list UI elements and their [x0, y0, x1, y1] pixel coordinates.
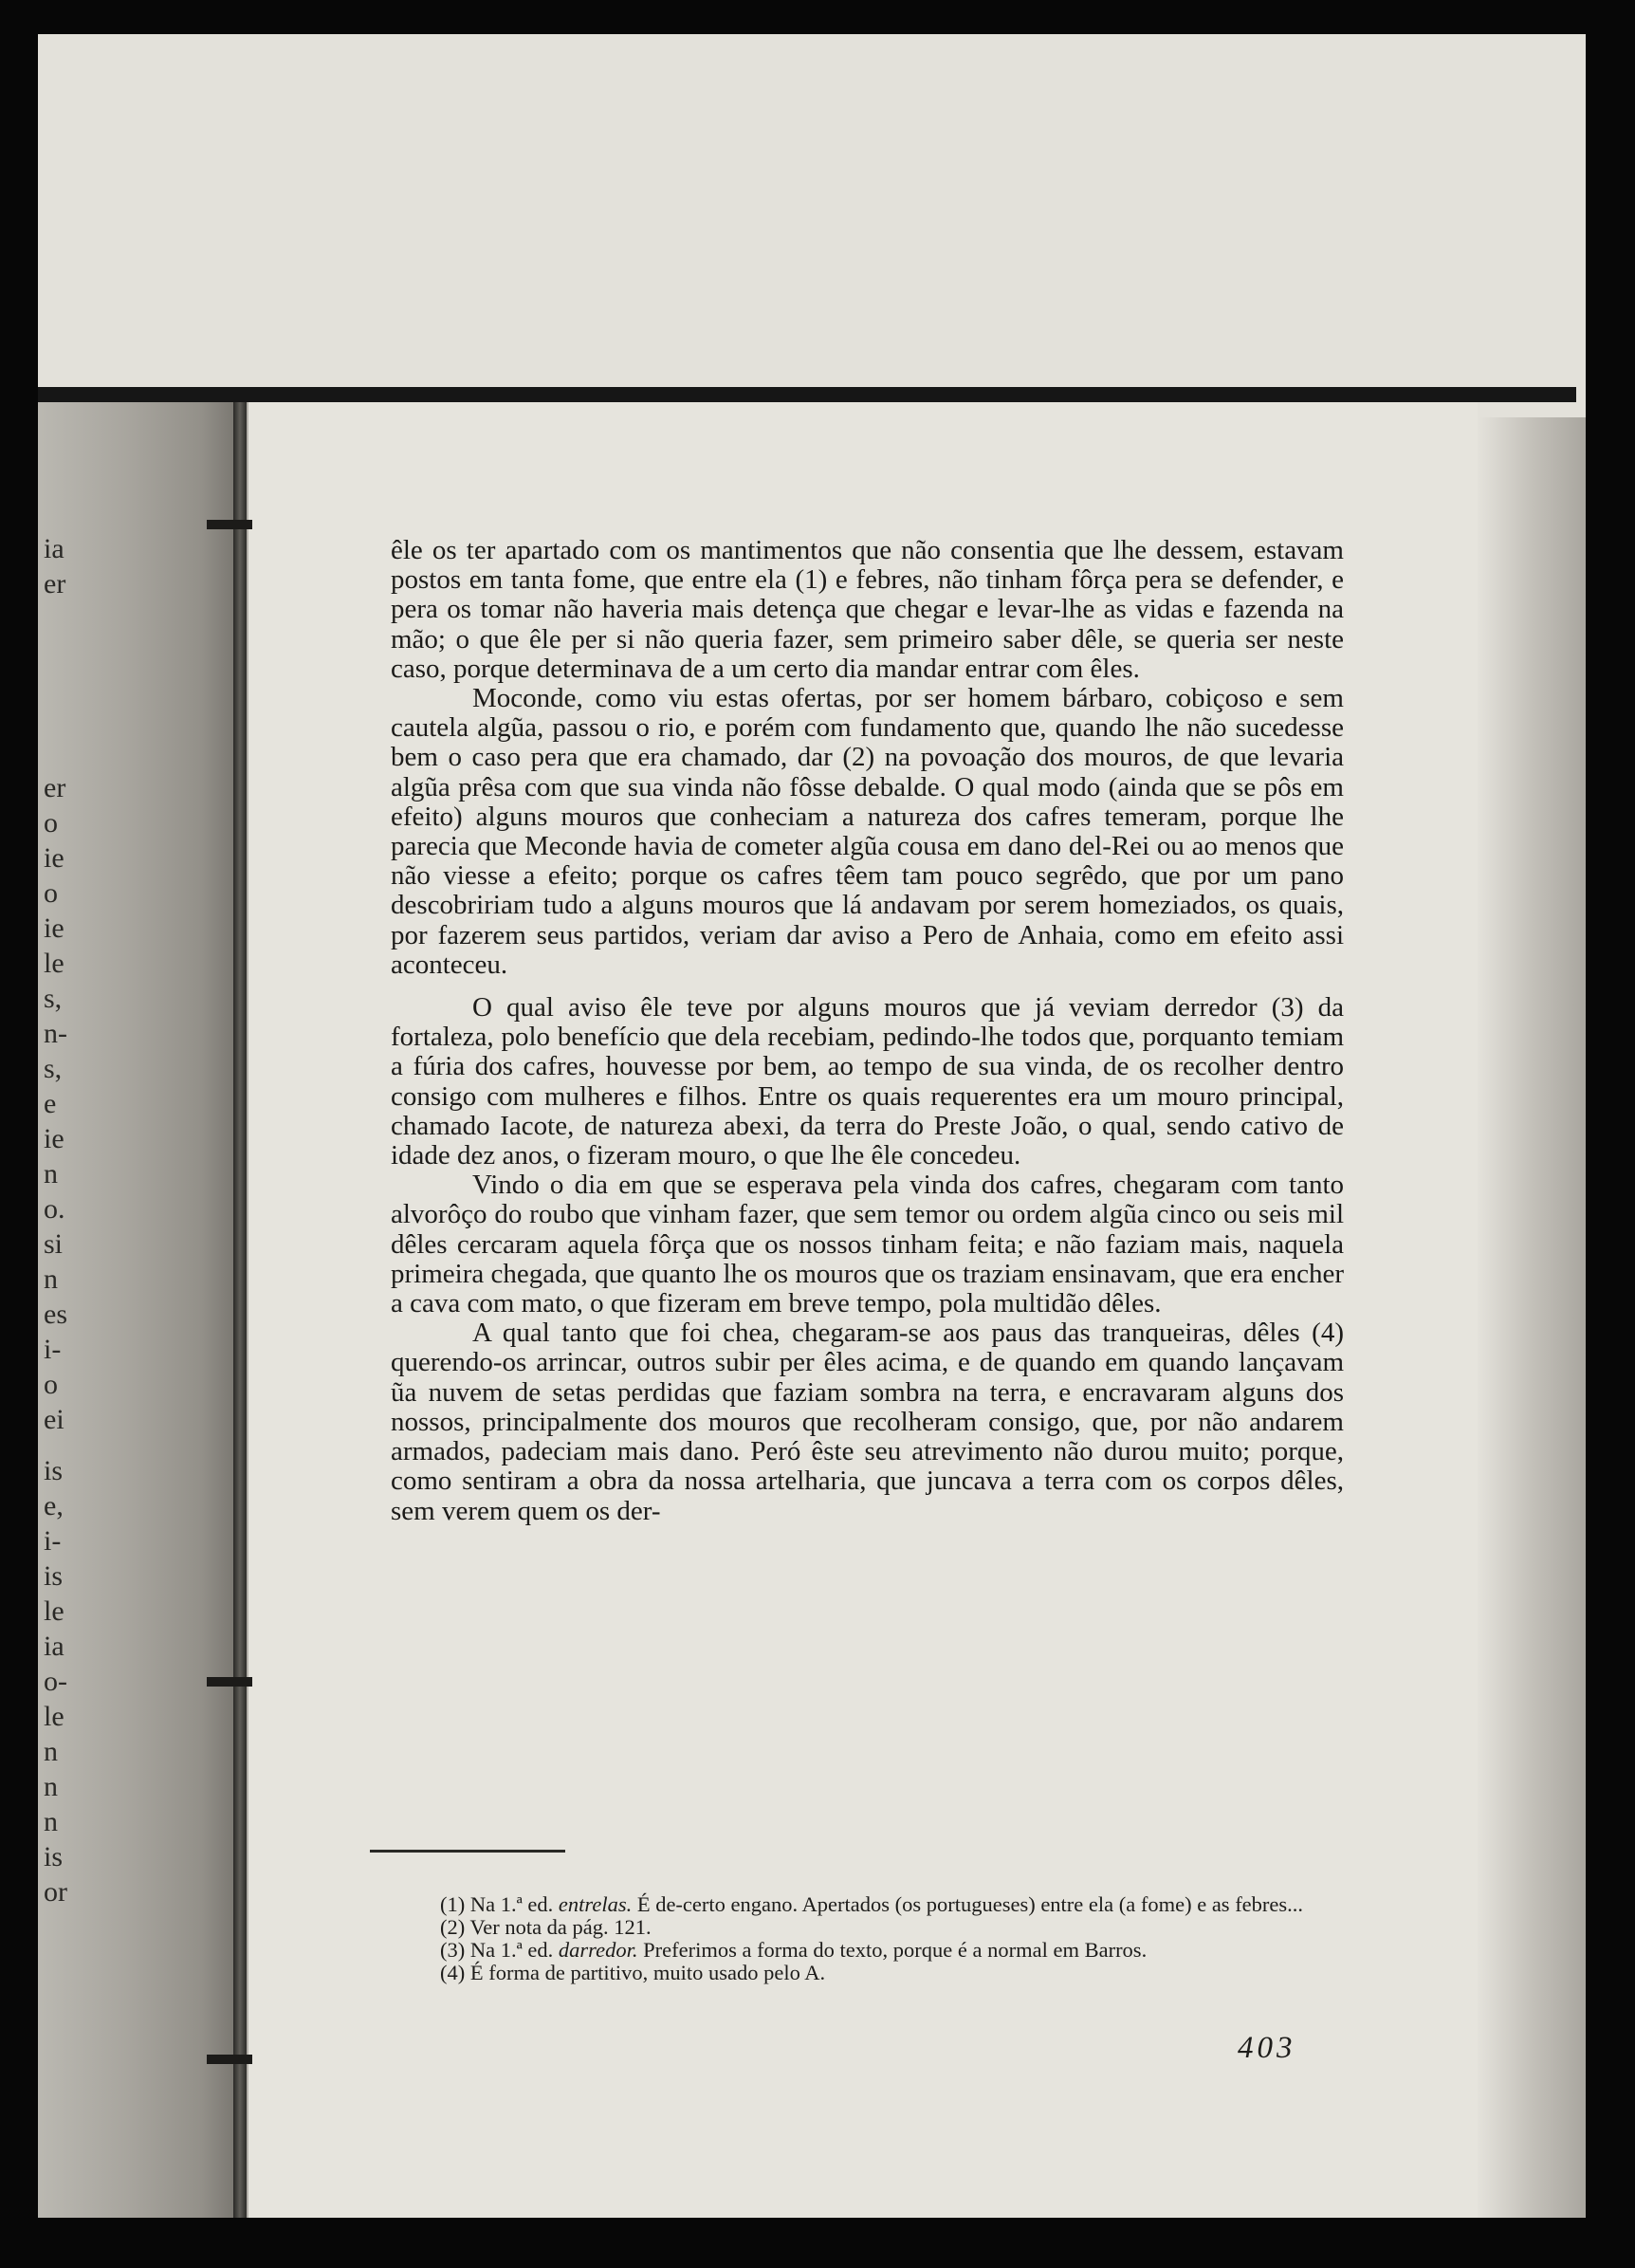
- paragraph: A qual tanto que foi chea, chegaram-se aos paus das tranqueiras, dêles (4) querendo-os arrincar, outros subir per êles acima, e de quando em quando lançavam ũa nuvem de setas perdidas que faziam sombra na terra, e encravaram alguns dos nossos, principalmente dos mouros que recolheram consigo, que, por não andarem armados, padeciam mais dano. Peró êste seu atrevimento não durou muito; porque, como sentiram a obra da nossa artelharia, que juncava a terra com os corpos dêles, sem verem quem os der-: [391, 1318, 1344, 1526]
- binding-stitch: [207, 520, 252, 529]
- paragraph: Moconde, como viu estas ofertas, por ser homem bárbaro, cobiçoso e sem cautela algũa, passou o rio, e porém com fundamento que, quando lhe não sucedesse bem o caso pera que era chamado, dar (2) na povoação dos mouros, de que levaria algũa prêsa com que sua vinda não fôsse debalde. O qual modo (ainda que se pôs em efeito) alguns mouros que conheciam a natureza dos cafres temeram, porque lhe parecia que Meconde havia de cometer algũa cousa em dano del-Rei ou ao menos que não viesse a efeito; porque os cafres têem tam pouco segrêdo, que por um pano descobririam tudo a alguns mouros que lá andavam por serem homeziados, os quais, por fazerem seus partidos, veriam dar aviso a Pero de Anhaia, como em efeito assi aconteceu.: [391, 683, 1344, 980]
- right-edge-shadow: [1479, 417, 1586, 2218]
- paragraph: O qual aviso êle teve por alguns mouros que já veviam derredor (3) da fortaleza, polo benefício que dela recebiam, pedindo-lhe todos que, porquanto temiam a fúria dos cafres, houvesse por bem, ao tempo de sua vinda, de os recolher dentro consigo com mulheres e filhos. Entre os quais requerentes era um mouro principal, chamado Iacote, de natureza abexi, da terra do Preste João, o qual, sendo cativo de idade dez anos, o fizeram mouro, o que lhe êle concedeu.: [391, 992, 1344, 1171]
- footnote-2: (2) Ver nota da pág. 121.: [440, 1915, 652, 1939]
- body-text: [391, 536, 1344, 1526]
- top-black-rule: [38, 387, 1576, 402]
- binding-stitch: [207, 1677, 252, 1687]
- facing-page-text-column: er o ie o ie le s, n- s, e ie n o. si n es i- o ei: [44, 772, 67, 1435]
- facing-page-text-bottom: is e, i- is le ia o- le n n n is or: [44, 1455, 67, 1908]
- footnotes: [368, 1893, 1345, 1984]
- footnote-4: (4) É forma de partitivo, muito usado pelo A.: [440, 1961, 826, 1984]
- page-number: 403: [1238, 2031, 1296, 2065]
- footnote-separator: [370, 1850, 565, 1853]
- paragraph: Vindo o dia em que se esperava pela vinda dos cafres, chegaram com tanto alvorôço do roubo que vinham fazer, que sem temor ou ordem algũa cinco ou seis mil dêles cercaram aquela fôrça que os nossos tinham feita; e não faziam mais, naquela primeira chegada, que quanto lhe os mouros que os traziam ensinavam, que era encher a cava com mato, o que fizeram em breve tempo, pola multidão dêles.: [391, 1170, 1344, 1319]
- binding-stitch: [207, 2055, 252, 2064]
- facing-page-text-top: ia er: [44, 533, 66, 599]
- footnote-1: (1) Na 1.ª ed. entrelas. É de-certo engano. Apertados (os portugueses) entre ela (a fome) e as febres...: [440, 1892, 1304, 1916]
- binding-gutter: [233, 402, 247, 2218]
- paragraph: êle os ter apartado com os mantimentos que não consentia que lhe dessem, estavam postos em tanta fome, que entre ela (1) e febres, não tinham fôrça pera se defender, e pera os tomar não haveria mais detença que chegar e levar-lhe as vidas e fazenda na mão; o que êle per si não queria fazer, sem primeiro saber dêle, se queria ser neste caso, porque determinava de a um certo dia mandar entrar com êles.: [391, 535, 1344, 684]
- footnote-3: (3) Na 1.ª ed. darredor. Preferimos a forma do texto, porque é a normal em Barros.: [440, 1938, 1148, 1962]
